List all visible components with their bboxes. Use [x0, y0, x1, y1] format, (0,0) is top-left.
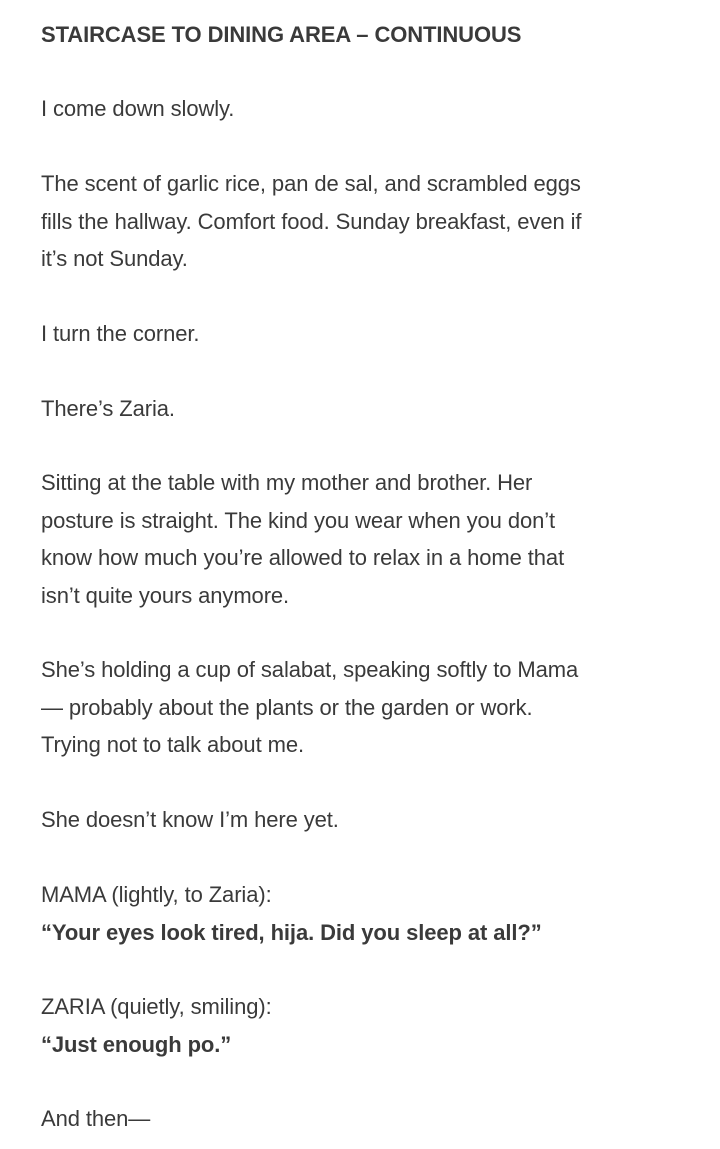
paragraph-line: know how much you’re allowed to relax in a home that — [41, 545, 565, 570]
speaker-label-mama: MAMA (lightly, to Zaria): — [41, 882, 272, 907]
paragraph-1 — [41, 90, 234, 128]
paragraph-line: I come down slowly. — [41, 96, 235, 121]
paragraph-line: And then— — [41, 1106, 151, 1131]
paragraph-line: She doesn’t know I’m here yet. — [41, 807, 339, 832]
dialogue-mama — [41, 876, 542, 951]
paragraph-line: posture is straight. The kind you wear when you don’t — [41, 507, 556, 533]
scene-heading: STAIRCASE TO DINING AREA – CONTINUOUS — [41, 22, 522, 47]
paragraph-line: isn’t quite yours anymore. — [41, 582, 290, 608]
speaker-label-zaria: ZARIA (quietly, smiling): — [41, 994, 272, 1019]
paragraph-6 — [41, 651, 578, 764]
paragraph-3 — [41, 315, 199, 353]
paragraph-line: it’s not Sunday. — [41, 246, 188, 271]
paragraph-line: I turn the corner. — [41, 321, 200, 346]
dialogue-line-zaria: “Just enough po.” — [41, 1031, 232, 1057]
paragraph-line: She’s holding a cup of salabat, speaking softly to Mama — [41, 657, 579, 682]
paragraph-2 — [41, 165, 581, 278]
dialogue-line-mama: “Your eyes look tired, hija. Did you sleep at all?” — [41, 919, 542, 945]
paragraph-5 — [41, 464, 564, 614]
paragraph-line: fills the hallway. Comfort food. Sunday breakfast, even if — [41, 208, 582, 234]
paragraph-7 — [41, 801, 339, 839]
paragraph-line: — probably about the plants or the garden or work. — [41, 694, 533, 720]
paragraph-4 — [41, 390, 175, 428]
closing-line — [41, 1100, 150, 1138]
dialogue-zaria — [41, 988, 272, 1063]
paragraph-line: Trying not to talk about me. — [41, 732, 304, 757]
paragraph-line: There’s Zaria. — [41, 396, 175, 421]
paragraph-line: The scent of garlic rice, pan de sal, and scrambled eggs — [41, 171, 581, 196]
paragraph-line: Sitting at the table with my mother and brother. Her — [41, 470, 533, 495]
